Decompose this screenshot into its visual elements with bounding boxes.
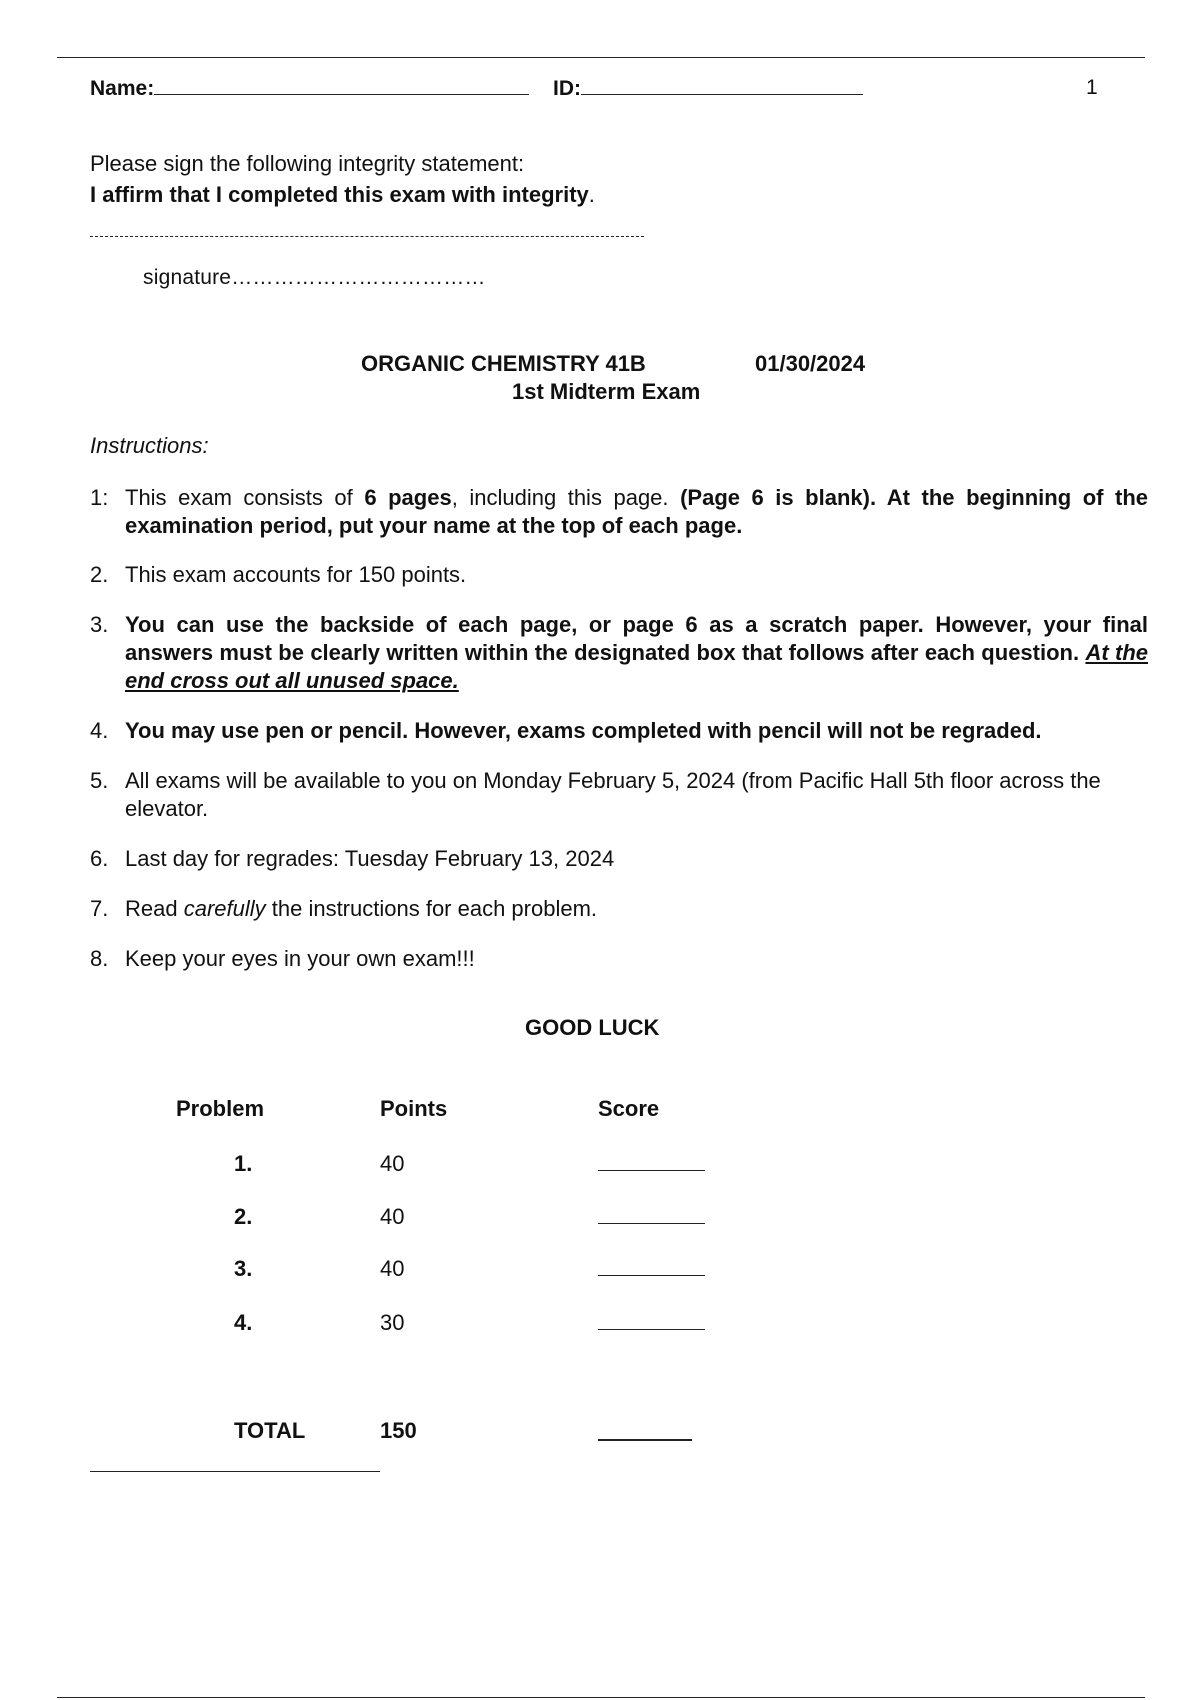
item-text: Last day for regrades: Tuesday February 13, 2024 (125, 846, 615, 871)
problem-number: 3. (234, 1256, 253, 1281)
integrity-period: . (588, 182, 595, 207)
course-name: ORGANIC CHEMISTRY 41B (361, 351, 646, 376)
total-points: 150 (380, 1418, 417, 1443)
item-text-bold: You can use the backside of each page, or page 6 as a scratch paper. However, your final answers must be clearly written within the designated box that follows after each question. (125, 612, 1148, 665)
item-text-part: Read (125, 896, 184, 921)
score-header: Score (598, 1096, 660, 1121)
item-text: You may use pen or pencil. However, exams completed with pencil will not be regraded. (125, 718, 1042, 743)
list-item (90, 845, 1148, 873)
score-blank-line[interactable] (598, 1223, 705, 1224)
footnote-rule (90, 1471, 380, 1472)
signature-line[interactable]: signature……………………………… (143, 266, 486, 289)
problem-points: 40 (380, 1204, 405, 1229)
exam-name: 1st Midterm Exam (512, 379, 701, 404)
item-text-italic: carefully (183, 896, 266, 921)
signature-dashed-line[interactable] (90, 236, 644, 237)
problem-points: 40 (380, 1256, 405, 1281)
top-rule (57, 57, 1145, 58)
item-text-bold: 6 pages (364, 485, 452, 510)
item-number: 8. (90, 946, 109, 971)
problem-points: 40 (380, 1151, 405, 1176)
item-number: 2. (90, 562, 109, 587)
name-label: Name: (90, 77, 155, 100)
item-text (125, 484, 1148, 540)
item-text: All exams will be available to you on Monday February 5, 2024 (from Pacific Hall 5th floor across the elevator. (125, 768, 1101, 821)
list-item (90, 561, 1148, 589)
points-header: Points (380, 1096, 448, 1121)
item-text-part: the instructions for each problem. (265, 896, 598, 921)
item-text-part: This exam consists of (125, 485, 365, 510)
list-item (90, 895, 1148, 923)
good-luck-text: GOOD LUCK (525, 1015, 660, 1040)
table-row (0, 1151, 1200, 1181)
instructions-list (90, 484, 1148, 995)
item-number: 1: (90, 485, 109, 510)
instructions-heading: Instructions: (90, 433, 209, 458)
problem-number: 4. (234, 1310, 253, 1335)
table-row (0, 1310, 1200, 1340)
problem-number: 2. (234, 1204, 253, 1229)
table-total-row (0, 1418, 1200, 1448)
exam-date: 01/30/2024 (755, 351, 866, 376)
item-text-emphasis: At the end cross out all unused space. (125, 640, 1148, 693)
item-text (125, 895, 1148, 923)
name-blank-line[interactable] (154, 76, 529, 95)
id-label: ID: (553, 77, 581, 100)
list-item (90, 484, 1148, 540)
item-number: 5. (90, 768, 109, 793)
item-number: 4. (90, 718, 109, 743)
item-number: 6. (90, 846, 109, 871)
total-label: TOTAL (234, 1418, 306, 1443)
list-item (90, 767, 1148, 823)
page-header (90, 76, 1100, 106)
score-blank-line[interactable] (598, 1275, 705, 1276)
score-blank-line[interactable] (598, 1170, 705, 1171)
page-number: 1 (1086, 76, 1098, 99)
integrity-statement: I affirm that I completed this exam with integrity (90, 182, 589, 207)
problem-points: 30 (380, 1310, 405, 1335)
problem-header: Problem (176, 1096, 265, 1121)
name-field[interactable] (90, 76, 529, 101)
score-blank-line[interactable] (598, 1329, 705, 1330)
item-text (125, 611, 1148, 695)
integrity-prompt: Please sign the following integrity statement: (90, 151, 525, 176)
total-score-blank-line[interactable] (598, 1439, 692, 1441)
item-text: This exam accounts for 150 points. (125, 562, 467, 587)
item-number: 3. (90, 612, 109, 637)
table-row (0, 1256, 1200, 1286)
list-item (90, 717, 1148, 745)
item-text-bold: (Page 6 is blank). At the beginning of the examination period, put your name at the top of each page. (125, 485, 1148, 538)
table-row (0, 1204, 1200, 1234)
problem-number: 1. (234, 1151, 253, 1176)
id-blank-line[interactable] (581, 76, 863, 95)
table-header-row (0, 1096, 1200, 1126)
bottom-rule (57, 1697, 1145, 1698)
item-text-part: , including this page. (451, 485, 681, 510)
item-text: Keep your eyes in your own exam!!! (125, 946, 475, 971)
list-item (90, 611, 1148, 695)
id-field[interactable] (553, 76, 863, 101)
item-number: 7. (90, 896, 109, 921)
list-item (90, 945, 1148, 973)
integrity-section (90, 148, 595, 210)
